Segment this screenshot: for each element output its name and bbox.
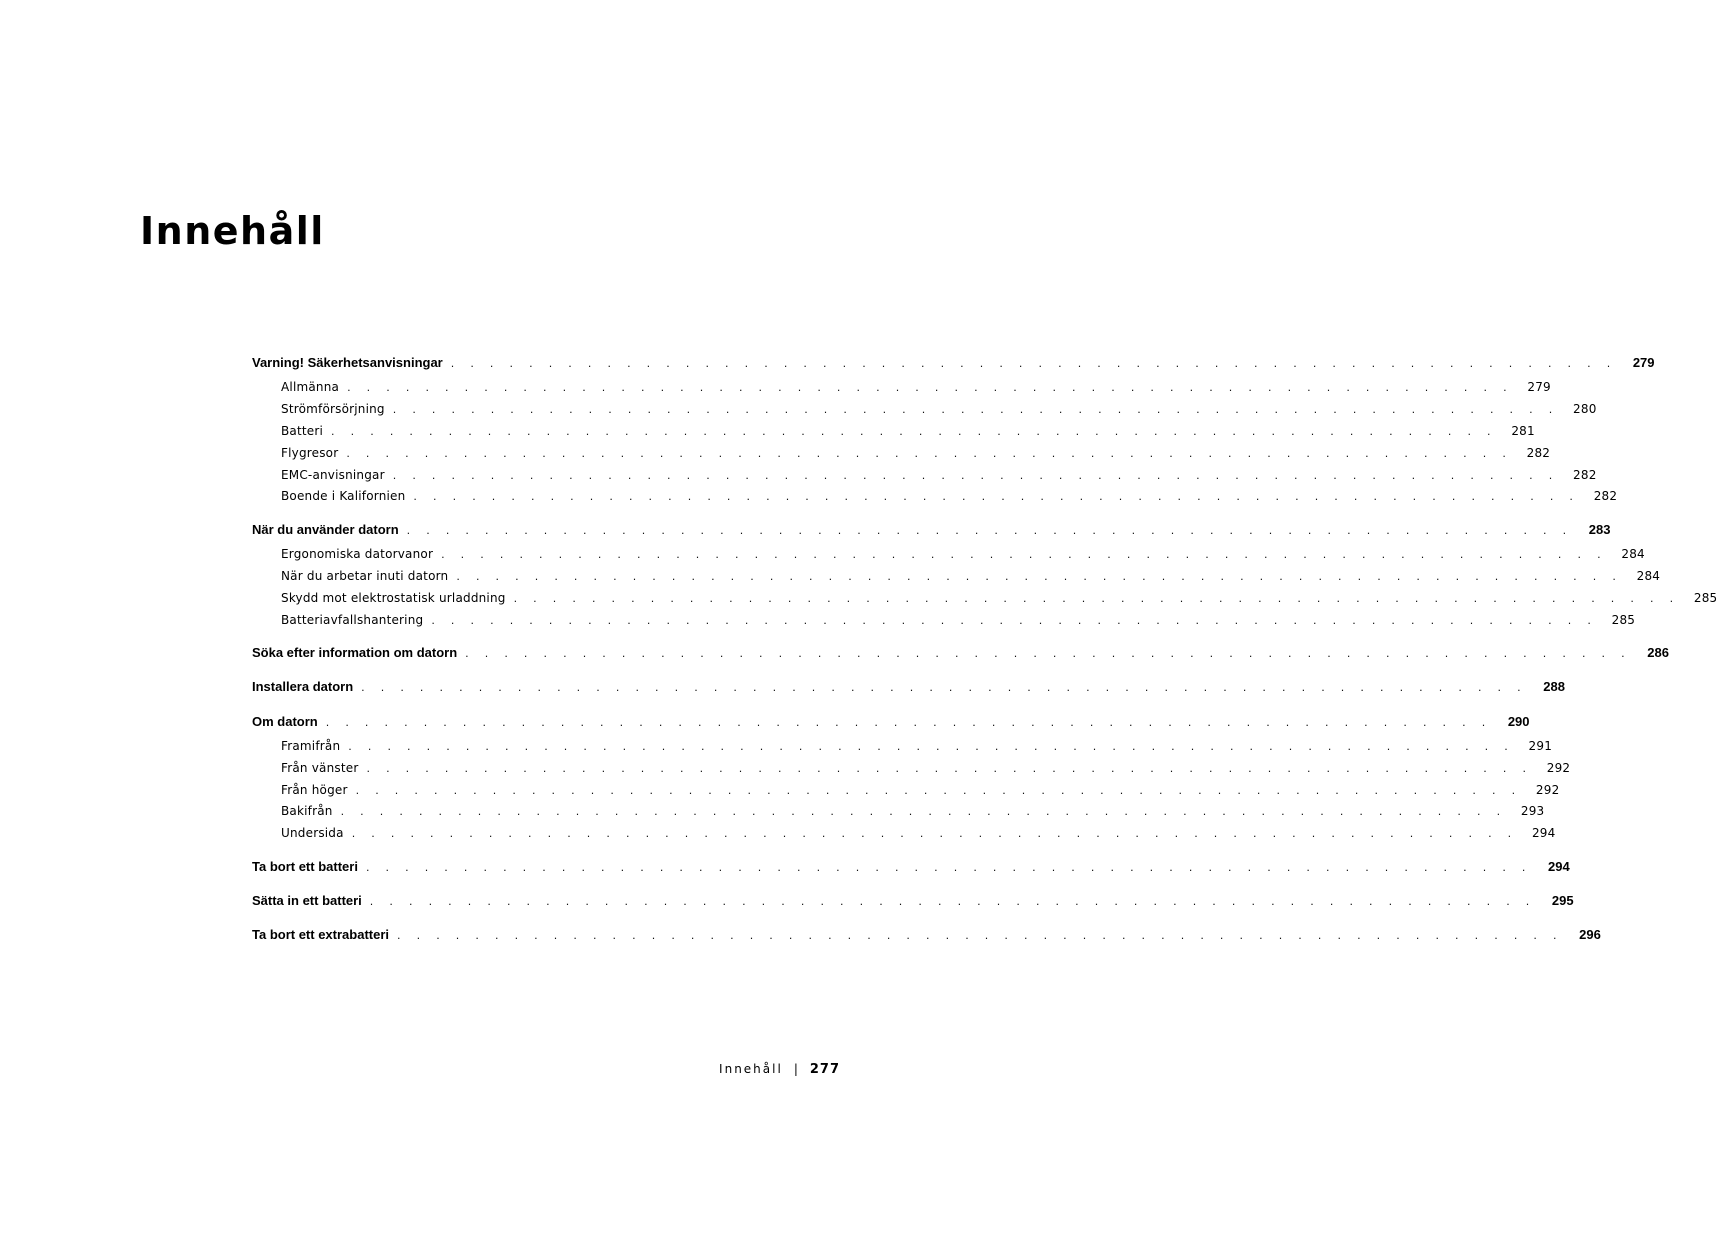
toc-entry-subsection[interactable]	[252, 422, 1535, 441]
toc-dot-leader: . . . . . . . . . . . . . . . . . . . . . . . . . . . . . . . . . . . . . . . . . . . . . . . . . . . . . . . . . . . .	[406, 524, 1573, 537]
toc-entry-page-number: 290	[1507, 714, 1530, 729]
toc-entry-section[interactable]	[252, 644, 1669, 663]
toc-entry-section[interactable]	[252, 678, 1565, 697]
toc-dot-leader: . . . . . . . . . . . . . . . . . . . . . . . . . . . . . . . . . . . . . . . . . . . . . . . . . . . . . . . . . . . .	[325, 716, 1492, 729]
toc-entry-label: Sätta in ett batteri	[252, 893, 362, 908]
toc-entry-section[interactable]	[252, 892, 1574, 911]
toc-dot-leader: . . . . . . . . . . . . . . . . . . . . . . . . . . . . . . . . . . . . . . . . . . . . . . . . . . . . . . . . . . . .	[431, 614, 1598, 627]
toc-dot-leader: . . . . . . . . . . . . . . . . . . . . . . . . . . . . . . . . . . . . . . . . . . . . . . . . . . . . . . . . . . . .	[392, 403, 1559, 416]
toc-entry-label: Om datorn	[252, 714, 318, 729]
toc-entry-page-number: 282	[1573, 468, 1597, 482]
toc-entry-subsection[interactable]	[252, 824, 1556, 843]
toc-entry-subsection[interactable]	[252, 545, 1645, 564]
toc-entry-page-number: 292	[1546, 761, 1571, 775]
toc-entry-subsection[interactable]	[252, 759, 1571, 778]
toc-entry-subsection[interactable]	[252, 444, 1551, 463]
toc-dot-leader: . . . . . . . . . . . . . . . . . . . . . . . . . . . . . . . . . . . . . . . . . . . . . . . . . . . . . . . . . . . .	[369, 895, 1536, 908]
toc-entry-label: EMC-anvisningar	[281, 468, 385, 482]
toc-entry-label: Flygresor	[281, 446, 339, 460]
toc-dot-leader: . . . . . . . . . . . . . . . . . . . . . . . . . . . . . . . . . . . . . . . . . . . . . . . . . . . . . . . . . . . .	[331, 425, 1497, 438]
toc-entry-page-number: 288	[1543, 679, 1565, 694]
toc-entry-label: Strömförsörjning	[281, 402, 385, 416]
footer-separator: |	[793, 1062, 798, 1076]
toc-entry-page-number: 282	[1593, 489, 1618, 503]
toc-entry-page-number: 284	[1621, 547, 1645, 561]
toc-dot-leader: . . . . . . . . . . . . . . . . . . . . . . . . . . . . . . . . . . . . . . . . . . . . . . . . . . . . . . . . . . . .	[366, 762, 1533, 775]
toc-entry-subsection[interactable]	[252, 589, 1717, 608]
toc-entry-page-number: 285	[1611, 613, 1636, 627]
toc-entry-label: Ta bort ett extrabatteri	[252, 927, 390, 942]
footer-section-label: Innehåll	[719, 1062, 783, 1076]
toc-entry-page-number: 283	[1588, 522, 1611, 537]
footer-page-number: 277	[809, 1062, 840, 1077]
toc-entry-label: Framifrån	[281, 739, 341, 753]
toc-entry-section[interactable]	[252, 926, 1601, 945]
toc-dot-leader: . . . . . . . . . . . . . . . . . . . . . . . . . . . . . . . . . . . . . . . . . . . . . . . . . . . . . . . . . . . .	[355, 784, 1522, 797]
toc-entry-label: Installera datorn	[252, 679, 354, 694]
toc-entry-page-number: 286	[1647, 645, 1669, 660]
toc-dot-leader: . . . . . . . . . . . . . . . . . . . . . . . . . . . . . . . . . . . . . . . . . . . . . . . . . . . . . . . . . . . .	[365, 861, 1532, 874]
toc-entry-label: Ergonomiska datorvanor	[281, 547, 434, 561]
toc-entry-section[interactable]	[252, 354, 1655, 373]
toc-entry-label: Från höger	[281, 783, 348, 797]
toc-entry-page-number: 285	[1693, 591, 1717, 605]
toc-entry-page-number: 295	[1551, 893, 1574, 908]
toc-entry-label: Undersida	[281, 826, 344, 840]
toc-entry-page-number: 294	[1548, 859, 1570, 874]
toc-entry-label: Ta bort ett batteri	[252, 859, 358, 874]
toc-entry-subsection[interactable]	[252, 487, 1618, 506]
toc-dot-leader: . . . . . . . . . . . . . . . . . . . . . . . . . . . . . . . . . . . . . . . . . . . . . . . . . . . . . . . . . . . .	[441, 548, 1607, 561]
toc-dot-leader: . . . . . . . . . . . . . . . . . . . . . . . . . . . . . . . . . . . . . . . . . . . . . . . . . . . . . . . . . . . .	[397, 929, 1563, 942]
toc-dot-leader: . . . . . . . . . . . . . . . . . . . . . . . . . . . . . . . . . . . . . . . . . . . . . . . . . . . . . . . . . . . .	[450, 357, 1617, 370]
toc-entry-subsection[interactable]	[252, 400, 1597, 419]
toc-entry-label: När du använder datorn	[252, 522, 399, 537]
toc-entry-page-number: 294	[1531, 826, 1556, 840]
toc-entry-section[interactable]	[252, 521, 1611, 540]
toc-dot-leader: . . . . . . . . . . . . . . . . . . . . . . . . . . . . . . . . . . . . . . . . . . . . . . . . . . . . . . . . . . . .	[513, 592, 1680, 605]
toc-entry-label: Allmänna	[281, 380, 340, 394]
toc-dot-leader: . . . . . . . . . . . . . . . . . . . . . . . . . . . . . . . . . . . . . . . . . . . . . . . . . . . . . . . . . . . .	[413, 490, 1580, 503]
toc-entry-subsection[interactable]	[252, 466, 1597, 485]
toc-dot-leader: . . . . . . . . . . . . . . . . . . . . . . . . . . . . . . . . . . . . . . . . . . . . . . . . . . . . . . . . . . . .	[465, 647, 1631, 660]
toc-dot-leader: . . . . . . . . . . . . . . . . . . . . . . . . . . . . . . . . . . . . . . . . . . . . . . . . . . . . . . . . . . . .	[392, 469, 1559, 482]
toc-entry-page-number: 296	[1579, 927, 1601, 942]
toc-dot-leader: . . . . . . . . . . . . . . . . . . . . . . . . . . . . . . . . . . . . . . . . . . . . . . . . . . . . . . . . . . . .	[351, 827, 1518, 840]
toc-entry-subsection[interactable]	[252, 378, 1551, 397]
toc-dot-leader: . . . . . . . . . . . . . . . . . . . . . . . . . . . . . . . . . . . . . . . . . . . . . . . . . . . . . . . . . . . .	[346, 447, 1513, 460]
page-footer	[719, 1062, 840, 1077]
toc-entry-page-number: 279	[1527, 380, 1551, 394]
toc-entry-subsection[interactable]	[252, 737, 1553, 756]
toc-entry-page-number: 280	[1573, 402, 1597, 416]
toc-entry-page-number: 282	[1526, 446, 1551, 460]
toc-entry-page-number: 291	[1528, 739, 1553, 753]
toc-dot-leader: . . . . . . . . . . . . . . . . . . . . . . . . . . . . . . . . . . . . . . . . . . . . . . . . . . . . . . . . . . . .	[456, 570, 1623, 583]
toc-entry-page-number: 284	[1636, 569, 1661, 583]
toc-entry-subsection[interactable]	[252, 611, 1636, 630]
toc-entry-page-number: 279	[1632, 355, 1655, 370]
toc-dot-leader: . . . . . . . . . . . . . . . . . . . . . . . . . . . . . . . . . . . . . . . . . . . . . . . . . . . . . . . . . . . .	[340, 805, 1507, 818]
toc-entry-page-number: 281	[1511, 424, 1535, 438]
toc-entry-label: Boende i Kalifornien	[281, 489, 406, 503]
page-title: Innehåll	[140, 209, 325, 253]
toc-entry-label: Bakifrån	[281, 804, 333, 818]
toc-dot-leader: . . . . . . . . . . . . . . . . . . . . . . . . . . . . . . . . . . . . . . . . . . . . . . . . . . . . . . . . . . . .	[361, 681, 1527, 694]
toc-entry-page-number: 292	[1535, 783, 1560, 797]
toc-entry-section[interactable]	[252, 858, 1570, 877]
toc-entry-subsection[interactable]	[252, 802, 1545, 821]
toc-entry-label: Varning! Säkerhetsanvisningar	[252, 355, 443, 370]
toc-entry-label: När du arbetar inuti datorn	[281, 569, 449, 583]
toc-dot-leader: . . . . . . . . . . . . . . . . . . . . . . . . . . . . . . . . . . . . . . . . . . . . . . . . . . . . . . . . . . . .	[348, 740, 1515, 753]
toc-entry-subsection[interactable]	[252, 781, 1560, 800]
toc-entry-label: Från vänster	[281, 761, 359, 775]
toc-entry-page-number: 293	[1520, 804, 1545, 818]
toc-entry-label: Batteri	[281, 424, 324, 438]
toc-entry-label: Söka efter information om datorn	[252, 645, 458, 660]
toc-dot-leader: . . . . . . . . . . . . . . . . . . . . . . . . . . . . . . . . . . . . . . . . . . . . . . . . . . . . . . . . . . . .	[347, 381, 1513, 394]
toc-entry-label: Batteriavfallshantering	[281, 613, 424, 627]
toc-entry-section[interactable]	[252, 713, 1530, 732]
toc-entry-label: Skydd mot elektrostatisk urladdning	[281, 591, 506, 605]
toc-entry-subsection[interactable]	[252, 567, 1661, 586]
